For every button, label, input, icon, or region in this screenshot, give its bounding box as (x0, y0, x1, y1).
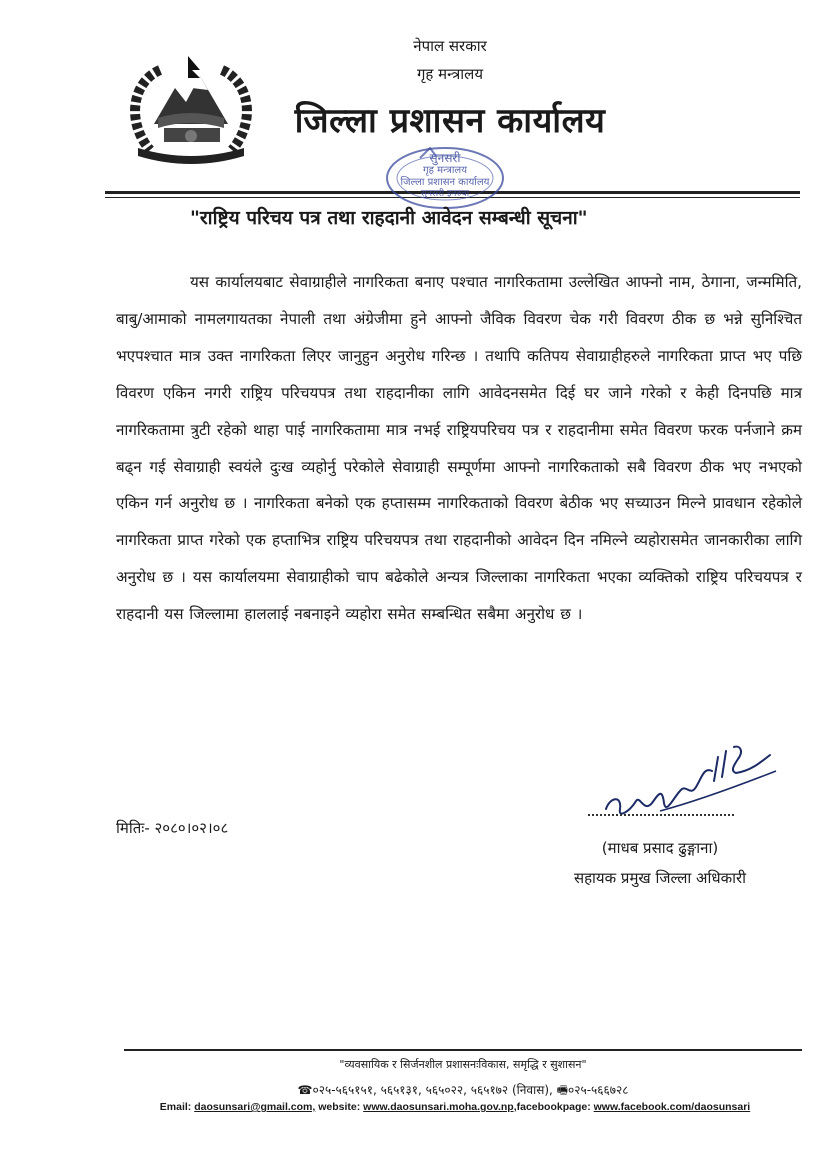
signer-title: सहायक प्रमुख जिल्ला अधिकारी (573, 869, 747, 887)
footer-divider (124, 1049, 802, 1051)
email-link[interactable]: daosunsari@gmail.com, (194, 1101, 316, 1113)
fax-number: ०२५-५६६७२८ (567, 1083, 629, 1097)
stamp-office: जिल्ला प्रशासन कार्यालय (400, 177, 490, 188)
stamp-ministry: गृह मन्त्रालय (422, 165, 468, 176)
phone-numbers: ०२५-५६५१५१, ५६५१३१, ५६५०२२, ५६५१७२ (निवास), (312, 1083, 553, 1097)
stamp-district: सुनसरी (429, 151, 461, 165)
office-stamp (380, 140, 510, 212)
notice-date: मितिः- २०८०।०२।०८ (116, 819, 229, 837)
handwritten-signature (600, 737, 790, 837)
fax-icon: 🖷 (556, 1083, 568, 1097)
email-label: Email: (159, 1101, 192, 1113)
emblem-motto: जननी जन्मभूमिश्च स्वर्गादपि गरीयसी (161, 149, 221, 154)
footer-phones (124, 1081, 802, 1102)
telephone-icon: ☎ (297, 1083, 313, 1097)
ministry-name: गृह मन्त्रालय (416, 65, 484, 83)
notice-subject: "राष्ट्रिय परिचय पत्र तथा राहदानी आवेदन सम्बन्धी सूचना" (190, 207, 588, 229)
facebook-label: facebookpage: (516, 1101, 591, 1113)
stamp-location: सुनसरी इनरुवा (420, 189, 470, 199)
footer-contact (100, 1101, 810, 1113)
facebook-link[interactable]: www.facebook.com/daosunsari (593, 1101, 751, 1113)
office-title: जिल्ला प्रशासन कार्यालय (294, 101, 606, 141)
website-link[interactable]: www.daosunsari.moha.gov.np, (363, 1101, 517, 1113)
website-label: website: (318, 1101, 361, 1113)
signer-name: (माधब प्रसाद ढुङ्गाना) (601, 839, 719, 857)
nepal-emblem (120, 52, 262, 164)
footer-slogan: "व्यवसायिक र सिर्जनशील प्रशासनःविकास, समृद्धि र सुशासन" (339, 1058, 587, 1071)
signature-line (588, 814, 734, 816)
government-name: नेपाल सरकार (413, 37, 487, 55)
notice-body: यस कार्यालयबाट सेवाग्राहीले नागरिकता बनाए पश्चात नागरिकतामा उल्लेखित आफ्नो नाम, ठेगाना, जन्ममिति, बाबु/आमाको नामलगायतका नेपाली तथा अंग्रेजीमा हुने आफ्नो जैविक विवरण चेक गरी विवरण ठीक छ भन्ने सुनिश्चित भएपश्चात मात्र उक्त नागरिकता लिएर जानुहुन अनुरोध गरिन्छ । तथापि कतिपय सेवाग्राहीहरुले नागरिकता प्राप्त भए पछि विवरण एकिन नगरी राष्ट्रिय परिचयपत्र तथा राहदानीका लागि आवेदनसमेत दिई घर जाने गरेको र केही दिनपछि मात्र नागरिकतामा त्रुटी रहेको थाहा पाई नागरिकतामा मात्र नभई राष्ट्रियपरिचय पत्र र राहदानीमा समेत विवरण फरक पर्नजाने क्रम बढ्न गई सेवाग्राही स्वयंले दुःख व्यहोर्नु परेकोले सेवाग्राही सम्पूर्णमा आफ्नो नागरिकताको सबै विवरण ठीक भए नभएको एकिन गर्न अनुरोध छ । नागरिकता बनेको एक हप्तासम्म नागरिकताको विवरण बेठीक भए सच्याउन मिल्ने प्रावधान रहेकोले नागरिकता प्राप्त गरेको एक हप्ताभित्र राष्ट्रिय परिचयपत्र तथा राहदानीको आवेदन दिन नमिल्ने व्यहोरासमेत जानकारीका लागि अनुरोध छ । यस कार्यालयमा सेवाग्राहीको चाप बढेकोले अन्यत्र जिल्लाका नागरिकता भएका व्यक्तिको राष्ट्रिय परिचयपत्र र राहदानी यस जिल्लामा हाललाई नबनाइने व्यहोरा समेत सम्बन्धित सबैमा अनुरोध छ । (116, 273, 802, 624)
